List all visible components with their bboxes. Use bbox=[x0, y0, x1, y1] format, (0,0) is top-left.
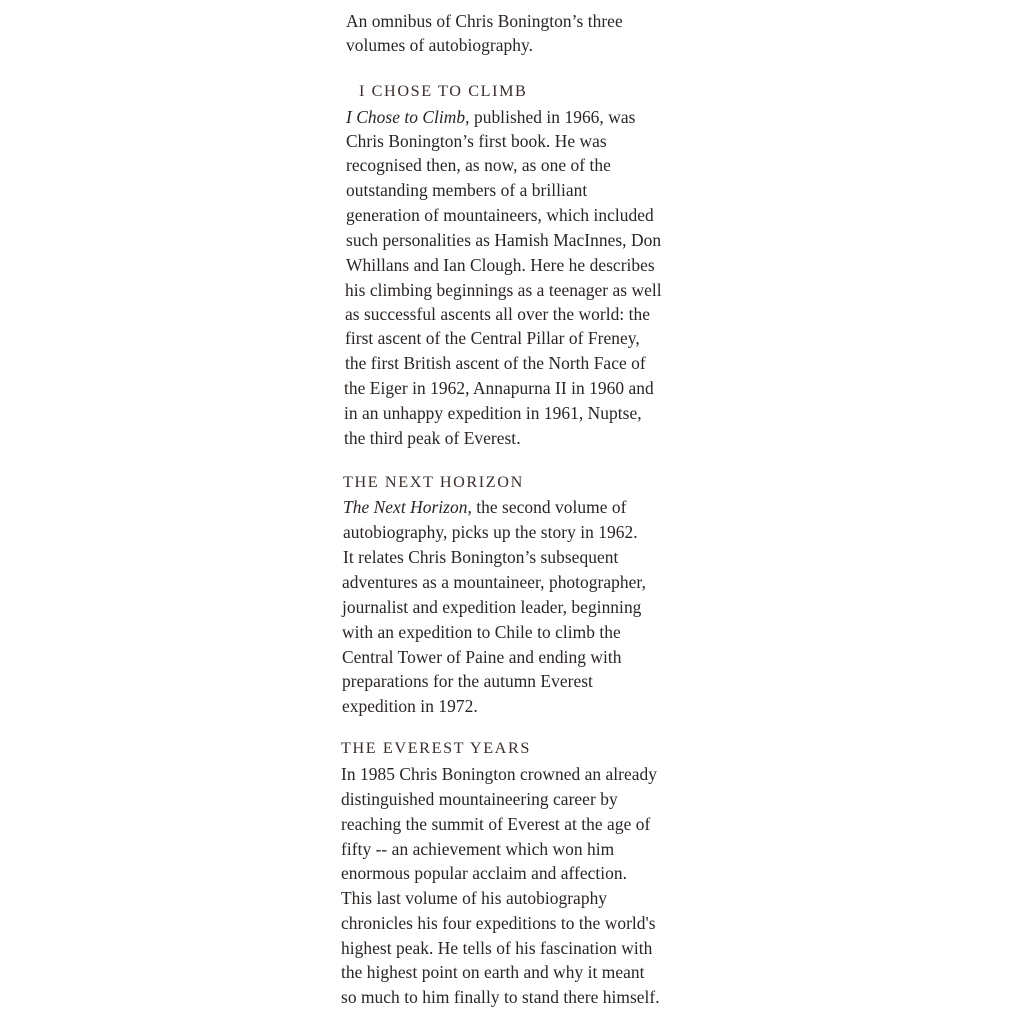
intro-line: volumes of autobiography. bbox=[346, 35, 534, 55]
body-line: Whillans and Ian Clough. Here he describes bbox=[346, 255, 655, 275]
book-title-italic: I Chose to Climb bbox=[346, 107, 466, 127]
body-line: It relates Chris Bonington’s subsequent bbox=[343, 547, 619, 567]
body-line: such personalities as Hamish MacInnes, Don bbox=[346, 230, 662, 250]
body-line: expedition in 1972. bbox=[342, 696, 478, 716]
body-line: the third peak of Everest. bbox=[344, 428, 521, 448]
section-heading-i-chose-to-climb: I CHOSE TO CLIMB bbox=[359, 82, 528, 100]
body-line: highest peak. He tells of his fascination with bbox=[341, 938, 653, 958]
body-line: distinguished mountaineering career by bbox=[341, 789, 618, 809]
body-line: fifty -- an achievement which won him bbox=[341, 839, 615, 859]
body-line: the first British ascent of the North Face of bbox=[345, 353, 646, 373]
section-heading-the-everest-years: THE EVEREST YEARS bbox=[341, 739, 531, 757]
body-line: Chris Bonington’s first book. He was bbox=[346, 131, 607, 151]
body-line: generation of mountaineers, which included bbox=[346, 205, 654, 225]
body-line: with an expedition to Chile to climb the bbox=[342, 622, 621, 642]
body-line: as successful ascents all over the world: the bbox=[345, 304, 651, 324]
section-first-line bbox=[343, 495, 627, 519]
body-line: autobiography, picks up the story in 1962. bbox=[343, 522, 638, 542]
first-line-rest: , published in 1966, was bbox=[465, 107, 636, 127]
first-line-rest: , the second volume of bbox=[467, 497, 627, 517]
body-line: In 1985 Chris Bonington crowned an already bbox=[341, 764, 658, 784]
body-line: the highest point on earth and why it meant bbox=[341, 962, 645, 982]
section-first-line bbox=[346, 105, 635, 129]
body-line: journalist and expedition leader, beginning bbox=[342, 597, 642, 617]
body-line: reaching the summit of Everest at the age of bbox=[341, 814, 651, 834]
body-line: adventures as a mountaineer, photographer, bbox=[342, 572, 646, 592]
body-line: his climbing beginnings as a teenager as well bbox=[345, 280, 662, 300]
body-line: enormous popular acclaim and affection. bbox=[341, 863, 628, 883]
body-line: first ascent of the Central Pillar of Freney, bbox=[345, 328, 640, 348]
section-heading-the-next-horizon: THE NEXT HORIZON bbox=[343, 473, 524, 491]
body-line: preparations for the autumn Everest bbox=[342, 671, 593, 691]
body-line: so much to him finally to stand there himself. bbox=[341, 987, 660, 1007]
body-line: outstanding members of a brilliant bbox=[346, 180, 588, 200]
book-title-italic: The Next Horizon bbox=[343, 497, 468, 517]
intro-line: An omnibus of Chris Bonington’s three bbox=[346, 11, 623, 31]
body-line: chronicles his four expeditions to the world's bbox=[341, 913, 656, 933]
body-line: the Eiger in 1962, Annapurna II in 1960 and bbox=[344, 378, 654, 398]
body-line: recognised then, as now, as one of the bbox=[346, 155, 611, 175]
body-line: Central Tower of Paine and ending with bbox=[342, 647, 622, 667]
body-line: This last volume of his autobiography bbox=[341, 888, 608, 908]
body-line: in an unhappy expedition in 1961, Nuptse, bbox=[344, 403, 642, 423]
